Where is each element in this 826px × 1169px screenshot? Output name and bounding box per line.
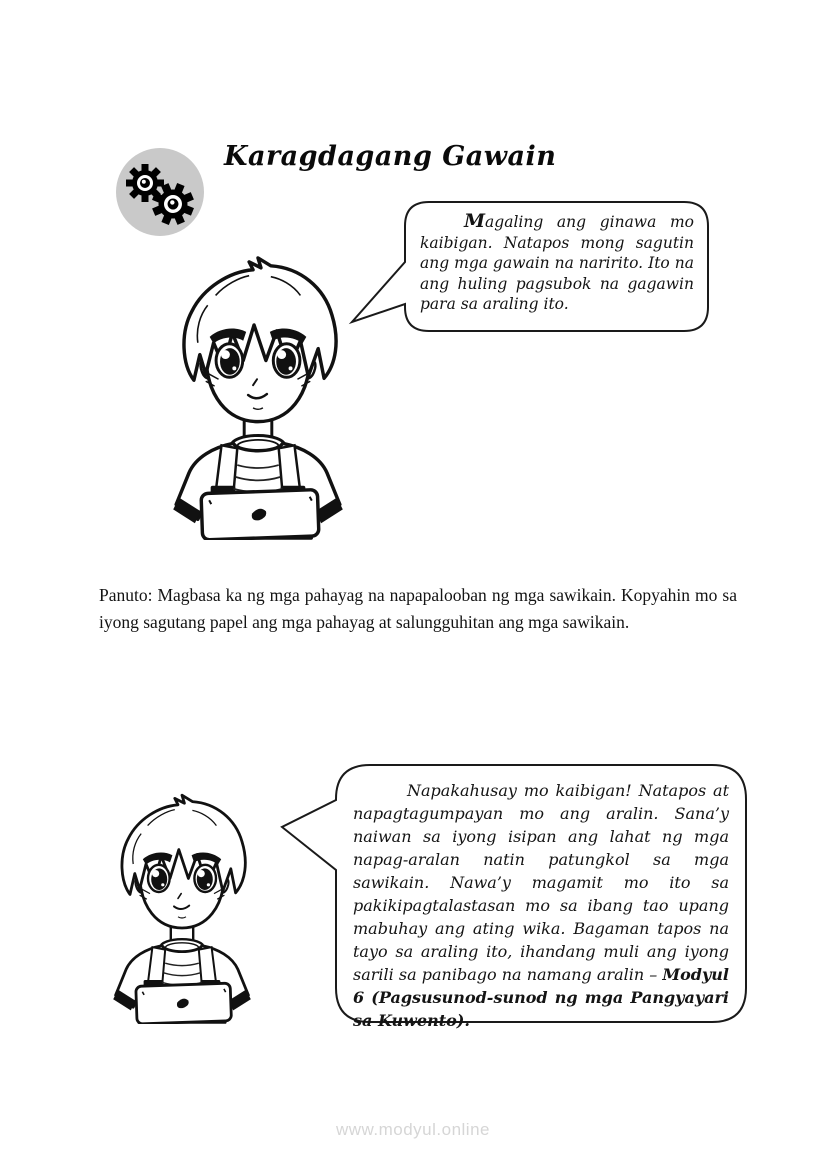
speech-bubble-1-text: agaling ang ginawa mo kaibigan. Natapos mong sagutin ang mga gawain na naririto. Ito na ang huling pagsubok na gagawin para sa araling ito.: [420, 213, 694, 313]
speech-bubble-1: [420, 211, 694, 315]
watermark: www.modyul.online: [335, 1120, 490, 1139]
speech-bubble-2: [353, 779, 729, 1032]
page-title: Karagdagang Gawain: [224, 141, 557, 172]
speech-bubble-2-bold-text: Modyul 6 (Pagsusunod-sunod ng mga Pangyayari sa Kuwento).: [353, 965, 729, 1030]
boy-character-illustration-1: [152, 254, 364, 540]
instructions-paragraph: Panuto: Magbasa ka ng mga pahayag na napapalooban ng mga sawikain. Kopyahin mo sa iyong sagutang papel ang mga pahayag at salungguhitan ang mga sawikain.: [99, 585, 737, 632]
gears-icon: [115, 147, 205, 237]
speech-bubble-2-text: Napakahusay mo kaibigan! Natapos at napagtagumpayan mo ang aralin. Sana’y naiwan sa iyong isipan ang lahat ng mga napag-aralan natin patungkol sa mga sawikain. Nawa’y magamit mo ito sa pakikipagtalastasan mo sa ibang tao upang mabuhay ang ating wika. Bagaman tapos na tayo sa araling ito, ihandang muli ang iyong sarili sa panibago na namang aralin –: [353, 781, 729, 984]
boy-character-illustration-2: [96, 792, 268, 1024]
speech-bubble-1-lead-letter: M: [464, 210, 486, 232]
